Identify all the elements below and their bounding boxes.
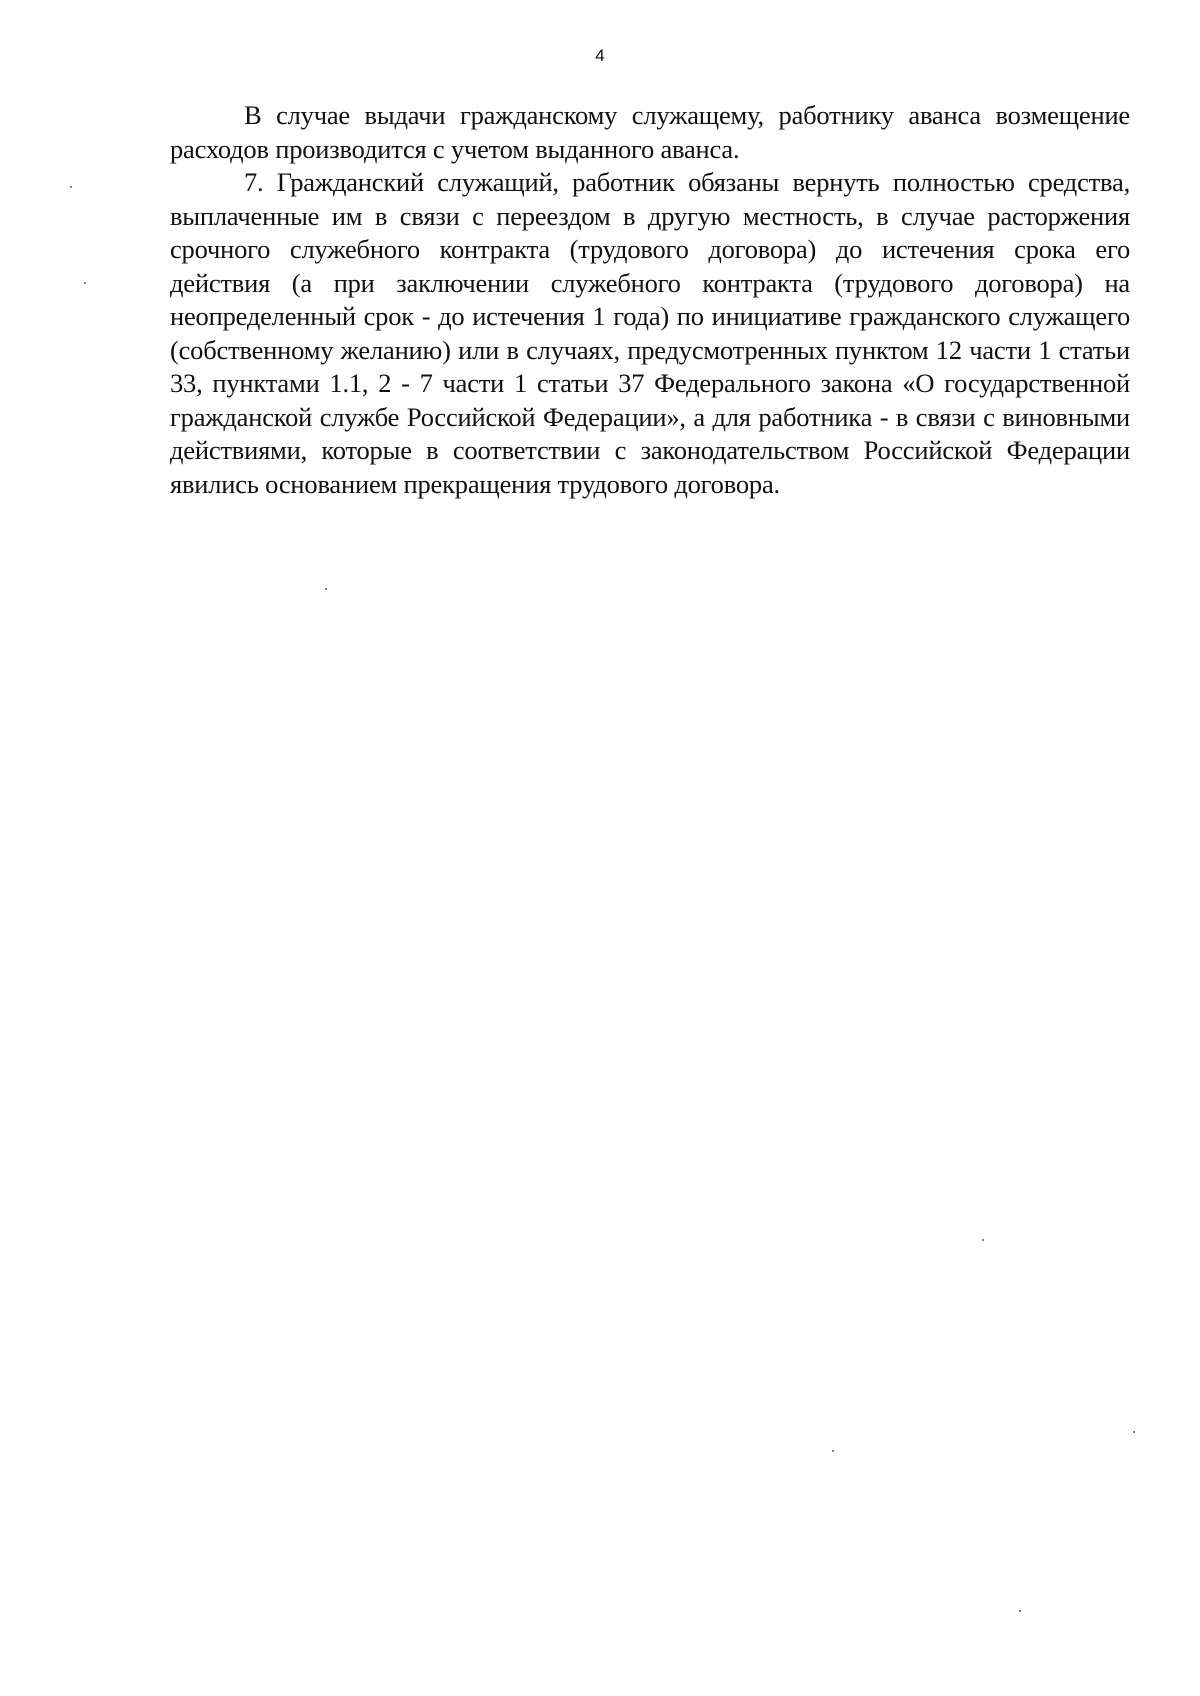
scan-speck — [832, 1450, 834, 1452]
document-body — [170, 99, 1130, 501]
page-number: 4 — [595, 46, 605, 65]
scan-speck — [1133, 1431, 1135, 1433]
scan-speck — [70, 186, 72, 188]
scan-speck — [84, 282, 86, 284]
scan-speck — [1019, 1610, 1021, 1612]
scan-speck — [982, 1239, 984, 1241]
scan-speck — [325, 588, 327, 590]
paragraph-item-7-refund-obligation: 7. Гражданский служащий, работник обязаны вернуть полностью средства, выплаченные им в связи с переездом в другую местность, в случае расторжения срочного служебного контракта (трудового договора) до истечения срока его действия (а при заключении служебного контракта (трудового договора) на неопределенный срок - до истечения 1 года) по инициативе гражданского служащего (собственному желанию) или в случаях, предусмотренных пунктом 12 части 1 статьи 33, пунктами 1.1, 2 - 7 части 1 статьи 37 Федерального закона «О государственной гражданской службе Российской Федерации», а для работника - в связи с виновными действиями, которые в соответствии с законодательством Российской Федерации явились основанием прекращения трудового договора. — [170, 167, 1130, 499]
paragraph-advance-reimbursement: В случае выдачи гражданскому служащему, работнику аванса возмещение расходов производится с учетом выданного аванса. — [170, 100, 1130, 164]
